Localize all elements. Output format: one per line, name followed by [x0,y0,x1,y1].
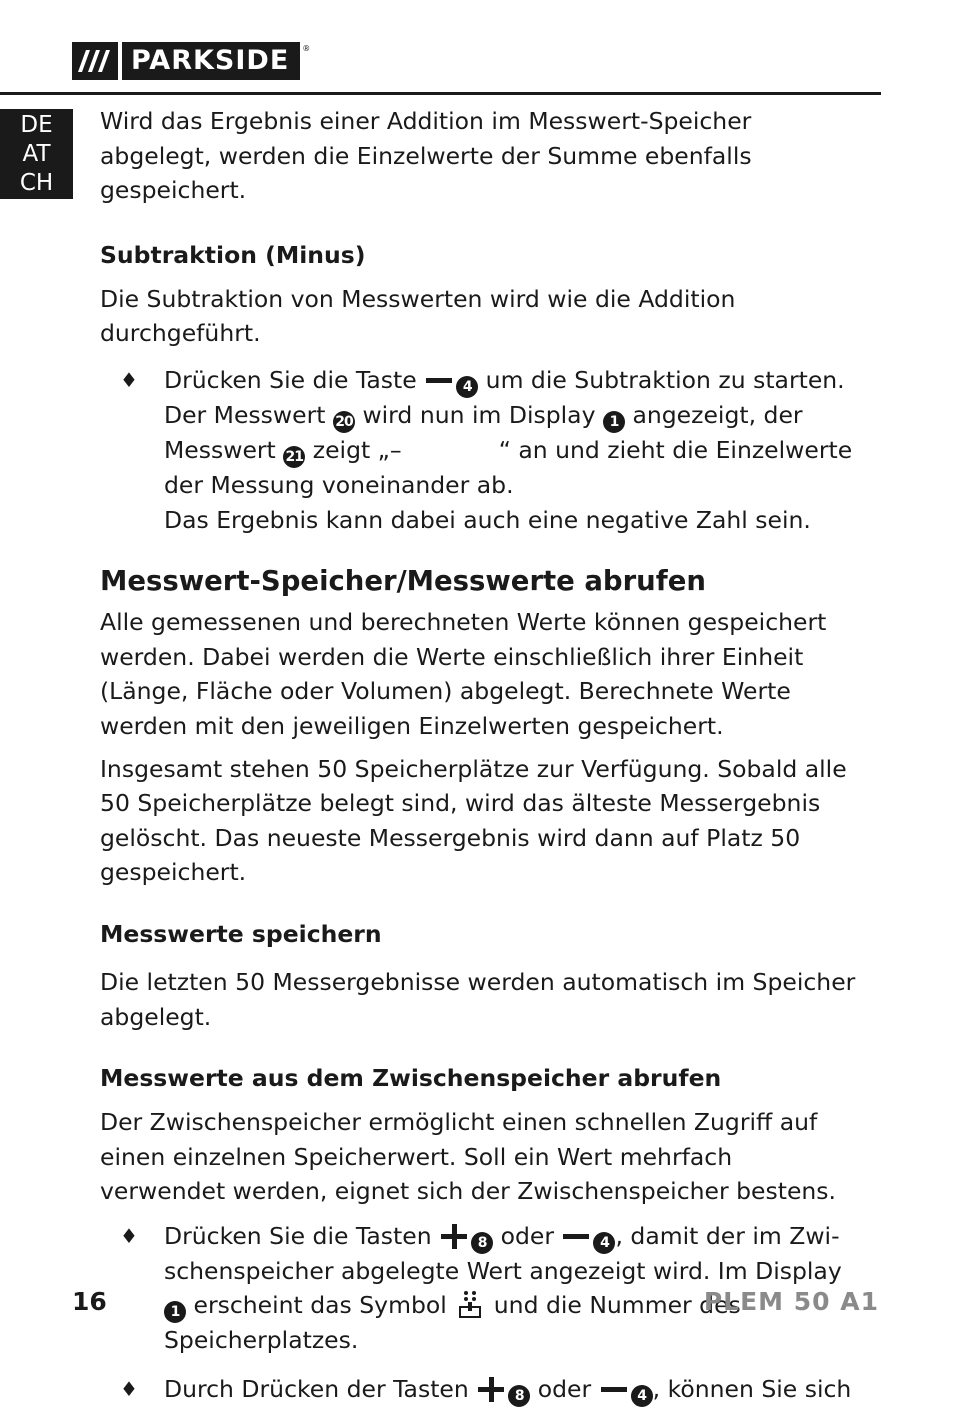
subtraction-bullet [100,363,860,537]
logo-wordmark: PARKSIDE [122,42,300,80]
subtraction-heading: Subtraktion (Minus) [100,240,366,269]
bullet-text: um die Subtraktion zu starten. Der Messwert [164,365,845,429]
callout-number: 1 [603,411,625,433]
save-text: Die letzten 50 Messergebnisse werden automatisch im Speicher abgelegt. [100,967,856,1031]
bullet-icon: ♦ [120,367,138,392]
bullet-text: und die Nummer des Speicherplatzes. [164,1291,741,1355]
minus-key-icon [601,1387,627,1392]
page-content [100,104,860,1407]
registered-mark: ® [302,44,311,53]
bullet-icon: ♦ [120,1377,138,1402]
minus-key-icon [563,1234,589,1239]
bullet-icon: ♦ [120,1223,138,1248]
callout-number: 4 [631,1385,653,1407]
bullet-text: wird nun im Display [362,400,596,429]
subtraction-text: Die Subtraktion von Messwerten wird wie die Addition durchgeführt. [100,284,736,348]
bullet-text: angezeigt, der Messwert [164,400,803,464]
bullet-text: erscheint das Symbol [193,1291,447,1320]
callout-number: 8 [508,1385,530,1407]
plus-key-icon [478,1377,504,1401]
language-tab [0,109,73,199]
bullet-text: Drücken Sie die Taste [164,365,417,394]
save-heading: Messwerte speichern [100,919,382,948]
lang-ch: CH [19,170,54,196]
parkside-logo [72,42,310,80]
bullet-text: oder [500,1221,554,1250]
memory-symbol-icon [458,1289,482,1319]
bullet-text: Drücken Sie die Tasten [164,1221,432,1250]
minus-key-icon [426,378,452,383]
section-paragraph-1: Alle gemessenen und berechneten Werte können gespeichert werden. Dabei werden die Werte einschließlich ihrer Einheit (Länge, Fläche oder Volumen) abgelegt. Berechnete Werte werden mit den jeweiligen Einzelwerten gespeichert. [100,608,827,740]
model-name: PLEM 50 A1 [703,1287,879,1316]
lang-de: DE [20,112,53,138]
recall-heading: Messwerte aus dem Zwischenspeicher abrufen [100,1064,722,1093]
bullet-text: , damit der im Zwischenspeicher abgelegte Wert angezeigt wird. Im Display [164,1221,842,1285]
callout-number: 4 [456,376,478,398]
callout-number: 8 [471,1232,493,1254]
bullet-text: Das Ergebnis kann dabei auch eine negative Zahl sein. [164,505,811,534]
bullet-text: , können Sie sich [652,1375,852,1404]
recall-text: Der Zwischenspeicher ermöglicht einen schnellen Zugriff auf einen einzelnen Speicherwert. Soll ein Wert mehrfach verwendet werden, eignet sich der Zwischenspeicher bestens. [100,1108,837,1206]
recall-bullet-2 [100,1372,860,1407]
callout-number: 1 [164,1301,186,1323]
bullet-text: oder [537,1375,592,1404]
plus-key-icon [441,1224,467,1248]
callout-number: 21 [283,446,305,468]
section-paragraph-2: Insgesamt stehen 50 Speicherplätze zur Verfügung. Sobald alle 50 Speicherplätze belegt sind, wird das älteste Messergebnis gelöscht. Das neueste Messergebnis wird dann auf Platz 50 gespeichert. [100,754,847,887]
callout-number: 4 [593,1232,615,1254]
bullet-text: Durch Drücken der Tasten [164,1375,469,1404]
callout-number: 20 [333,411,355,433]
bullet-text: zeigt „– “ an und zieht die Einzelwerte der Messung voneinander ab. [164,435,860,499]
section-heading: Messwert-Speicher/Messwerte abrufen [100,565,706,598]
header-rule [0,92,881,95]
intro-paragraph: Wird das Ergebnis einer Addition im Messwert-Speicher abgelegt, werden die Einzelwerte der Summe ebenfalls gespeichert. [100,107,752,205]
page-number: 16 [72,1287,107,1316]
lang-at: AT [22,141,51,167]
logo-stripes [72,42,118,80]
